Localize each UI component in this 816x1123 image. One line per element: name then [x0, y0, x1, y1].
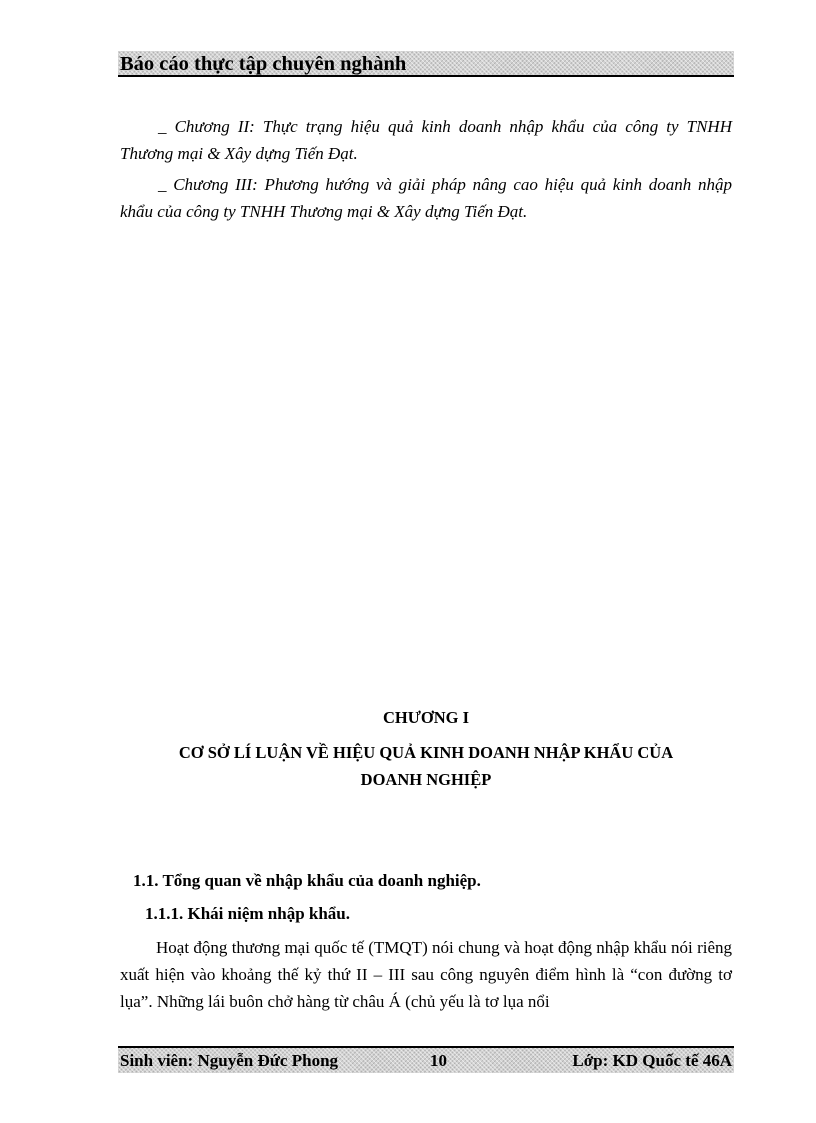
section-heading-1-1: 1.1. Tổng quan về nhập khẩu của doanh nghiệp.: [133, 871, 481, 890]
footer-page-number: 10: [430, 1051, 447, 1070]
intro-chapter2: [120, 113, 732, 167]
footer-class: Lớp: KD Quốc tế 46A: [572, 1051, 732, 1070]
intro-chapter3-text: _ Chương III: Phương hướng và giải pháp nâng cao hiệu quả kinh doanh nhập khẩu của công ty TNHH Thương mại & Xây dựng Tiến Đạt.: [120, 175, 732, 221]
chapter-title-line1: CƠ SỞ LÍ LUẬN VỀ HIỆU QUẢ KINH DOANH NHẬP KHẨU CỦA: [178, 743, 674, 762]
page-footer: [118, 1046, 734, 1073]
intro-chapter3: [120, 171, 732, 225]
page-header: [118, 51, 734, 77]
intro-chapter2-text: _ Chương II: Thực trạng hiệu quả kinh doanh nhập khẩu của công ty TNHH Thương mại & Xây dựng Tiến Đạt.: [120, 117, 732, 163]
body-paragraph-text: Hoạt động thương mại quốc tế (TMQT) nói chung và hoạt động nhập khẩu nói riêng xuất hiện vào khoảng thế kỷ thứ II – III sau công nguyên điểm hình là “con đường tơ lụa”. Những lái buôn chở hàng từ châu Á (chủ yếu là tơ lụa nổi: [120, 938, 732, 1011]
header-title: Báo cáo thực tập chuyên nghành: [120, 53, 407, 75]
chapter-title-line2: DOANH NGHIỆP: [360, 770, 492, 789]
chapter-title: [120, 739, 732, 793]
footer-student: Sinh viên: Nguyễn Đức Phong: [120, 1051, 339, 1070]
section-heading-1-1-1: 1.1.1. Khái niệm nhập khẩu.: [145, 904, 351, 923]
body-paragraph: [120, 934, 732, 1015]
chapter-number: CHƯƠNG I: [382, 708, 469, 727]
